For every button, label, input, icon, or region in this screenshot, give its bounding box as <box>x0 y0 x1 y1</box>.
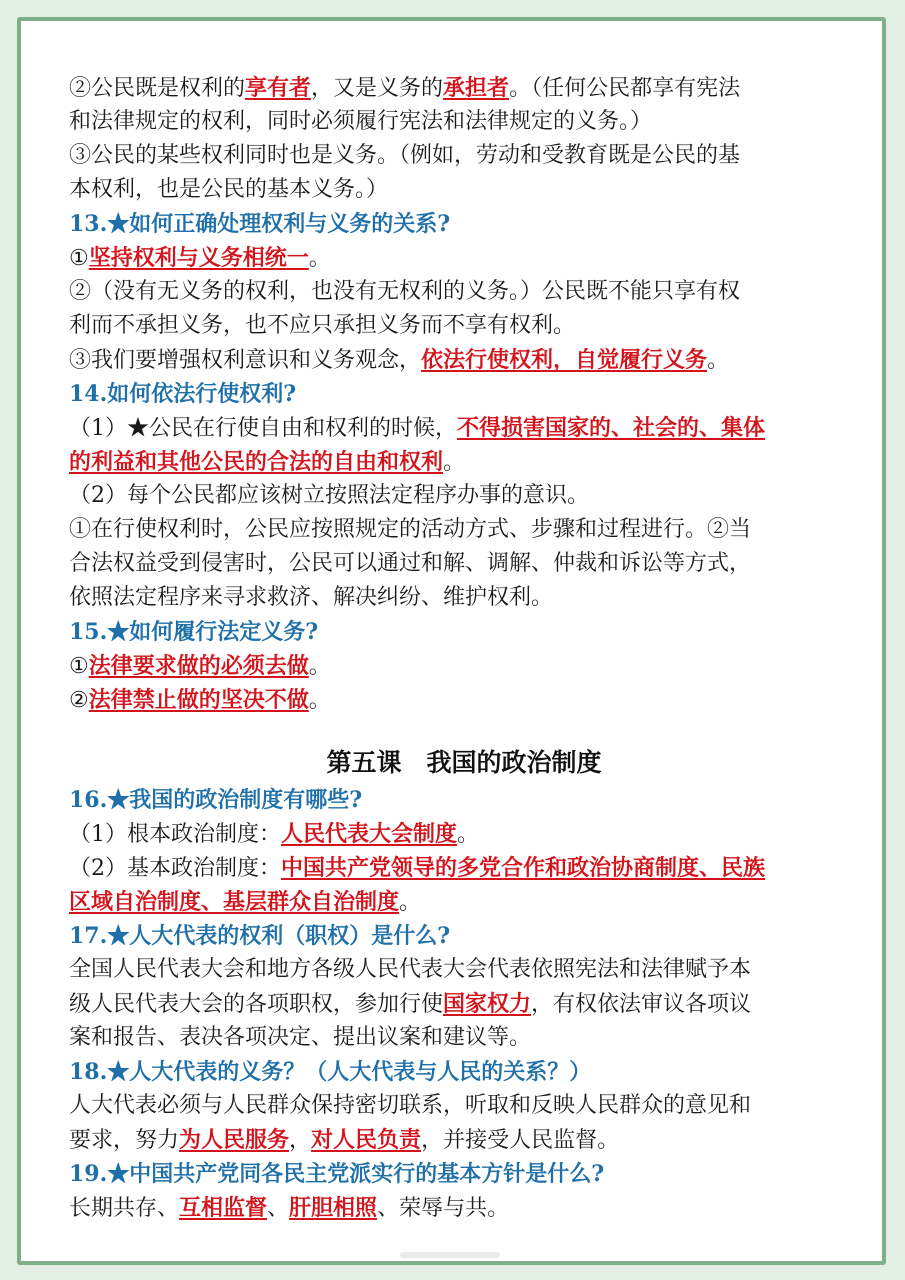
text-line: ②（没有无义务的权利，也没有无权利的义务。）公民既不能只享有权 <box>69 279 741 304</box>
answer-highlight: 肝胆相照 <box>289 1195 378 1221</box>
text-line: 的利益和其他公民的合法的自由和权利。 <box>69 449 466 475</box>
text-line: 长期共存、互相监督、肝胆相照、荣辱与共。 <box>69 1195 510 1221</box>
document-page <box>17 17 886 1265</box>
text-line: 全国人民代表大会和地方各级人民代表大会代表依照宪法和法律赋予本 <box>69 957 752 982</box>
answer-highlight: 的利益和其他公民的合法的自由和权利 <box>69 449 444 475</box>
text-line: （2）基本政治制度：中国共产党领导的多党合作和政治协商制度、民族 <box>69 855 766 881</box>
text-line: 本权利，也是公民的基本义务。） <box>69 177 389 202</box>
text-line: 依照法定程序来寻求救济、解决纠纷、维护权利。 <box>69 585 554 610</box>
question-13-heading: 13.★如何正确处理权利与义务的关系? <box>69 211 451 237</box>
answer-highlight: 享有者 <box>245 75 312 101</box>
text-line: 案和报告、表决各项决定、提出议案和建议等。 <box>69 1025 532 1050</box>
text-line: ③公民的某些权利同时也是义务。（例如，劳动和受教育既是公民的基 <box>69 143 741 168</box>
text-line: 要求，努力为人民服务，对人民负责，并接受人民监督。 <box>69 1127 620 1153</box>
answer-highlight: 法律禁止做的坚决不做 <box>88 687 309 713</box>
answer-highlight: 人民代表大会制度 <box>281 821 458 847</box>
text-line: （1）★公民在行使自由和权利的时候，不得损害国家的、社会的、集体 <box>69 415 766 441</box>
lesson-title: 第五课 我国的政治制度 <box>326 748 602 777</box>
text-line: ①坚持权利与义务相统一。 <box>69 245 331 271</box>
text-line: ③我们要增强权利意识和义务观念，依法行使权利，自觉履行义务。 <box>69 347 730 373</box>
text-line: ②公民既是权利的享有者，又是义务的承担者。（任何公民都享有宪法 <box>69 75 741 101</box>
question-19-heading: 19.★中国共产党同各民主党派实行的基本方针是什么? <box>69 1161 605 1187</box>
answer-highlight: 国家权力 <box>443 991 532 1017</box>
answer-highlight: 坚持权利与义务相统一 <box>88 245 309 271</box>
text-line: 和法律规定的权利，同时必须履行宪法和法律规定的义务。） <box>69 109 653 134</box>
text-line: 区域自治制度、基层群众自治制度。 <box>69 889 422 915</box>
text-line: 合法权益受到侵害时，公民可以通过和解、调解、仲裁和诉讼等方式， <box>69 551 752 576</box>
text-line: ①法律要求做的必须去做。 <box>69 653 331 679</box>
question-14-heading: 14.如何依法行使权利? <box>69 381 297 407</box>
answer-highlight: 对人民负责 <box>311 1127 422 1153</box>
question-17-heading: 17.★人大代表的权利（职权）是什么? <box>69 923 451 949</box>
text-line: 人大代表必须与人民群众保持密切联系，听取和反映人民群众的意见和 <box>69 1093 752 1118</box>
text-line: 级人民代表大会的各项职权，参加行使国家权力，有权依法审议各项议 <box>69 991 752 1017</box>
answer-highlight: 承担者 <box>443 75 510 101</box>
answer-highlight: 互相监督 <box>179 1195 268 1221</box>
text-line: ②法律禁止做的坚决不做。 <box>69 687 331 713</box>
answer-highlight: 中国共产党领导的多党合作和政治协商制度、民族 <box>281 855 766 881</box>
footer-watermark <box>400 1252 500 1258</box>
answer-highlight: 区域自治制度、基层群众自治制度 <box>69 889 400 915</box>
answer-highlight: 依法行使权利，自觉履行义务 <box>421 347 708 373</box>
text-line: （1）根本政治制度：人民代表大会制度。 <box>69 821 480 847</box>
answer-highlight: 不得损害国家的、社会的、集体 <box>457 415 766 441</box>
document-content <box>69 71 859 1225</box>
answer-highlight: 法律要求做的必须去做 <box>88 653 309 679</box>
question-18-heading: 18.★人大代表的义务？（人大代表与人民的关系？） <box>69 1059 592 1085</box>
text-line: 利而不承担义务，也不应只承担义务而不享有权利。 <box>69 313 576 338</box>
answer-highlight: 为人民服务 <box>179 1127 290 1153</box>
text-line: ①在行使权利时，公民应按照规定的活动方式、步骤和过程进行。②当 <box>69 517 752 542</box>
question-15-heading: 15.★如何履行法定义务? <box>69 619 319 645</box>
question-16-heading: 16.★我国的政治制度有哪些? <box>69 787 363 813</box>
text-line: （2）每个公民都应该树立按照法定程序办事的意识。 <box>69 483 589 508</box>
